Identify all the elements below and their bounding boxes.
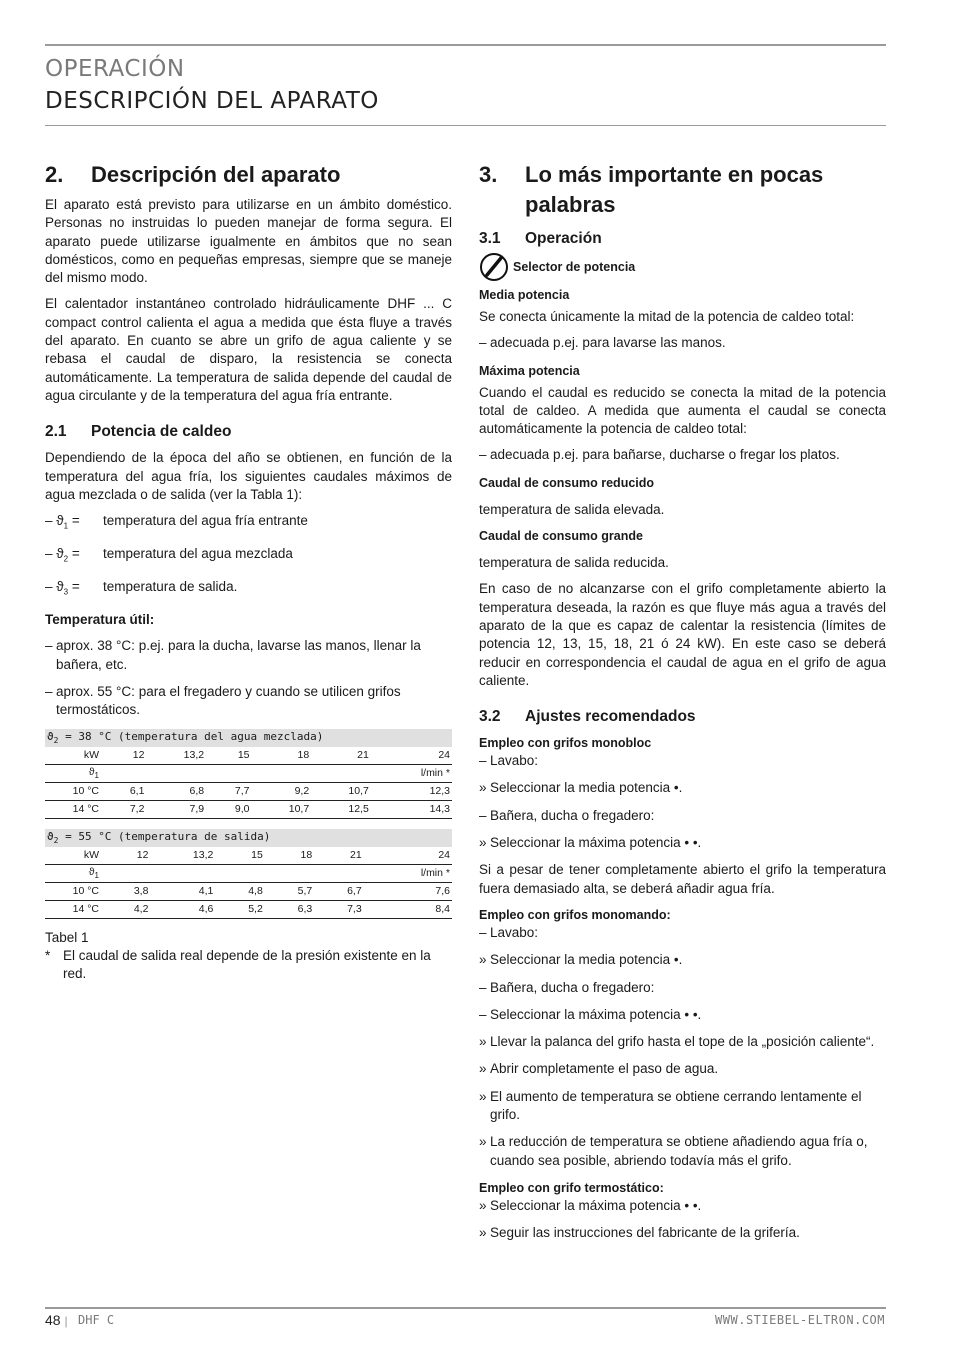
theta-item (45, 545, 452, 569)
paragraph: Se conecta únicamente la mitad de la potencia de caldeo total: (479, 309, 855, 324)
table-cell: 7,6 (364, 882, 452, 900)
list-item: » Llevar la palanca del grifo hasta el tope de la „posición caliente“. (479, 1034, 875, 1050)
table-cell: 6,3 (265, 900, 314, 918)
table-cell: 5,2 (215, 900, 264, 918)
section-2-1-heading: 2.1 Potencia de caldeo (45, 423, 232, 441)
paragraph: Cuando el caudal es reducido se conecta la mitad de la potencia total de caldeo. A medida que aumenta el caudal se conecta automáticamente la potencia de caldeo total: (479, 384, 886, 437)
list-item: » Seguir las instrucciones del fabricante de la grifería. (479, 1225, 800, 1241)
table-cell: 4,2 (101, 900, 150, 918)
list-item: » La reducción de temperatura se obtiene añadiendo agua fría o, cuando sea posible, abriendo todavía más el grifo. (479, 1134, 868, 1168)
table-label: Tabel 1 (45, 929, 89, 945)
list-item: – adecuada p.ej. para bañarse, ducharse o fregar los platos. (479, 447, 840, 463)
theta-item (45, 578, 452, 602)
paragraph: temperatura de salida elevada. (479, 501, 665, 517)
header-top-rule (45, 44, 886, 46)
list-item: – Seleccionar la máxima potencia • •. (479, 1006, 702, 1022)
termostatico-list (479, 1197, 886, 1243)
table-cell: 7,9 (146, 800, 206, 818)
table-cell: 12,3 (371, 782, 452, 800)
list-item: » El aumento de temperatura se obtiene cerrando lentamente el grifo. (479, 1088, 862, 1123)
table-cell: 8,4 (364, 900, 452, 918)
list-item: – Lavabo: (479, 753, 539, 769)
monomando-title: Empleo con grifos monomando: (479, 907, 671, 922)
paragraph: Si a pesar de tener completamente abierto el grifo la temperatura fuera demasiado alta, se deberá añadir agua fría. (479, 862, 886, 896)
table-cell: 9,2 (252, 782, 312, 800)
table-row: $ϑ_1$ l/min * (45, 864, 452, 882)
table-cell: 7,3 (314, 900, 363, 918)
table-unit: l/min * (371, 764, 452, 782)
page-number: 48 | (45, 1312, 68, 1328)
list-item: » Seleccionar la media potencia •. (479, 780, 683, 796)
paragraph: El calentador instantáneo controlado hidráulicamente DHF ... C compact control calienta el agua a medida que ésta fluye a través del aparato. En cuanto se abre un grifo de agua caliente y se rebasa el caudal de disparo, la resistencia se conecta automáticamente. La temperatura de salida depende del caudal de agua circulante y de la temperatura del agua fría entrante. (45, 296, 452, 403)
theta-symbol: – $ϑ_1$ = (45, 513, 80, 531)
table-cell: 9,0 (206, 800, 251, 818)
list-item: – Lavabo: (479, 924, 539, 940)
list-item: – Bañera, ducha o fregadero: (479, 807, 655, 823)
table-cell: 18 (265, 847, 314, 865)
footer-rule (45, 1307, 886, 1309)
table-cell: 14,3 (371, 800, 452, 818)
maxima-title: Máxima potencia (479, 363, 580, 378)
table-caption: $ϑ_2 = 55$ °C (temperatura de salida) (45, 829, 452, 847)
list-item: » Abrir completamente el paso de agua. (479, 1061, 719, 1077)
table-cell: 15 (206, 747, 251, 765)
table-cell: 10,7 (252, 800, 312, 818)
header-subtitle: DESCRIPCIÓN DEL APARATO (45, 88, 379, 114)
footer-model: DHF C (78, 1313, 115, 1327)
list-item: – aprox. 55 °C: para el fregadero y cuando se utilicen grifos termostáticos. (45, 684, 401, 718)
useful-temp-title: Temperatura útil: (45, 612, 155, 628)
power-selector-icon (479, 252, 509, 282)
table-cell: 18 (252, 747, 312, 765)
table-cell: 6,1 (101, 782, 146, 800)
section-3-1-heading: 3.1 Operación (479, 230, 602, 247)
paragraph: En caso de no alcanzarse con el grifo completamente abierto la temperatura deseada, la razón es que fluye más agua a través del aparato de la que es capaz de calentar la resistencia (límites de potencia 12, 13, 15, 18, 21 ó 24 kW). En este caso se deberá reducir en correspondencia el caudal de agua en el grifo de agua caliente. (479, 581, 886, 688)
table-cell: 21 (311, 747, 371, 765)
table-row: kW 12 13,2 15 18 21 24 (45, 747, 452, 765)
table-cell: 13,2 (146, 747, 206, 765)
table-cell: 4,6 (150, 900, 215, 918)
section-3-2-heading: 3.2 Ajustes recomendados (479, 708, 696, 726)
monobloc-title: Empleo con grifos monobloc (479, 736, 652, 751)
list-item: » Seleccionar la media potencia •. (479, 952, 683, 968)
table-cell: 5,7 (265, 882, 314, 900)
left-column (45, 160, 452, 992)
section-2-heading: 2. Descripción del aparato (45, 162, 341, 187)
table-cell: 13,2 (150, 847, 215, 865)
table-cell: 4,1 (150, 882, 215, 900)
list-item: – aprox. 38 °C: p.ej. para la ducha, lavarse las manos, llenar la bañera, etc. (45, 638, 421, 672)
table-cell: 7,2 (101, 800, 146, 818)
paragraph: El aparato está previsto para utilizarse en un ámbito doméstico. Personas no instruidas lo pueden manejar de forma segura. El aparato puede utilizarse igualmente en ámbitos que no sean domésticos, como en pequeñas empresas, siempre que se maneje del mismo modo. (45, 197, 452, 286)
table-cell: 12,5 (311, 800, 371, 818)
table-cell: 24 (371, 747, 452, 765)
table-cell: 21 (314, 847, 363, 865)
theta-text: temperatura de salida. (103, 579, 238, 595)
list-item: » Seleccionar la máxima potencia • •. (479, 1197, 702, 1213)
table-cell: 3,8 (101, 882, 150, 900)
table-cell: 12 (101, 847, 150, 865)
list-item: – Bañera, ducha o fregadero: (479, 979, 655, 995)
table-cell: 4,8 (215, 882, 264, 900)
table-cell: 7,7 (206, 782, 251, 800)
list-item: » Seleccionar la máxima potencia • •. (479, 835, 702, 851)
table-cell: 24 (364, 847, 452, 865)
table-cell: 10,7 (311, 782, 371, 800)
theta-text: temperatura del agua mezclada (103, 546, 293, 562)
power-selector: Selector de potencia (479, 252, 886, 282)
footnote: * El caudal de salida real depende de la presión existente en la red. (45, 947, 431, 982)
table-row: 14 °C 4,2 4,6 5,2 6,3 7,3 8,4 (45, 900, 452, 918)
table-cell: 6,7 (314, 882, 363, 900)
monobloc-list (479, 752, 886, 852)
theta-text: temperatura del agua fría entrante (103, 513, 308, 529)
table-caption: $ϑ_2 = 38$ °C (temperatura del agua mezclada) (45, 729, 452, 747)
table-55 (45, 829, 452, 919)
theta-symbol: – $ϑ_3$ = (45, 579, 80, 597)
header-title: OPERACIÓN (45, 56, 185, 82)
table-cell: 15 (215, 847, 264, 865)
data-table (45, 829, 452, 919)
theta-list (45, 512, 452, 602)
useful-temp-list (45, 637, 452, 719)
section-3-heading: 3. Lo más importante en pocas palabras (479, 162, 824, 217)
header-bottom-rule (45, 125, 886, 126)
termostatico-title: Empleo con grifo termostático: (479, 1180, 664, 1195)
media-title: Media potencia (479, 288, 570, 302)
table-row: $ϑ_1$ l/min * (45, 764, 452, 782)
right-column (479, 160, 886, 1252)
table-row: 10 °C 6,1 6,8 7,7 9,2 10,7 12,3 (45, 782, 452, 800)
theta-item (45, 512, 452, 536)
table-38 (45, 729, 452, 819)
footer-url: WWW.STIEBEL-ELTRON.COM (715, 1313, 885, 1327)
paragraph: Dependiendo de la época del año se obtienen, en función de la temperatura del agua fría, los siguientes caudales máximos de agua mezclada o de salida (ver la Tabla 1): (45, 450, 452, 502)
table-row: 14 °C 7,2 7,9 9,0 10,7 12,5 14,3 (45, 800, 452, 818)
data-table (45, 729, 452, 819)
grande-title: Caudal de consumo grande (479, 529, 643, 544)
table-cell: 12 (101, 747, 146, 765)
paragraph: temperatura de salida reducida. (479, 555, 669, 571)
table-cell: 6,8 (146, 782, 206, 800)
monomando-list (479, 924, 886, 1170)
table-row: kW 12 13,2 15 18 21 24 (45, 847, 452, 865)
table-row: 10 °C 3,8 4,1 4,8 5,7 6,7 7,6 (45, 882, 452, 900)
theta-symbol: – $ϑ_2$ = (45, 546, 80, 564)
list-item: – adecuada p.ej. para lavarse las manos. (479, 335, 726, 351)
reducido-title: Caudal de consumo reducido (479, 475, 655, 490)
table-unit: l/min * (364, 864, 452, 882)
